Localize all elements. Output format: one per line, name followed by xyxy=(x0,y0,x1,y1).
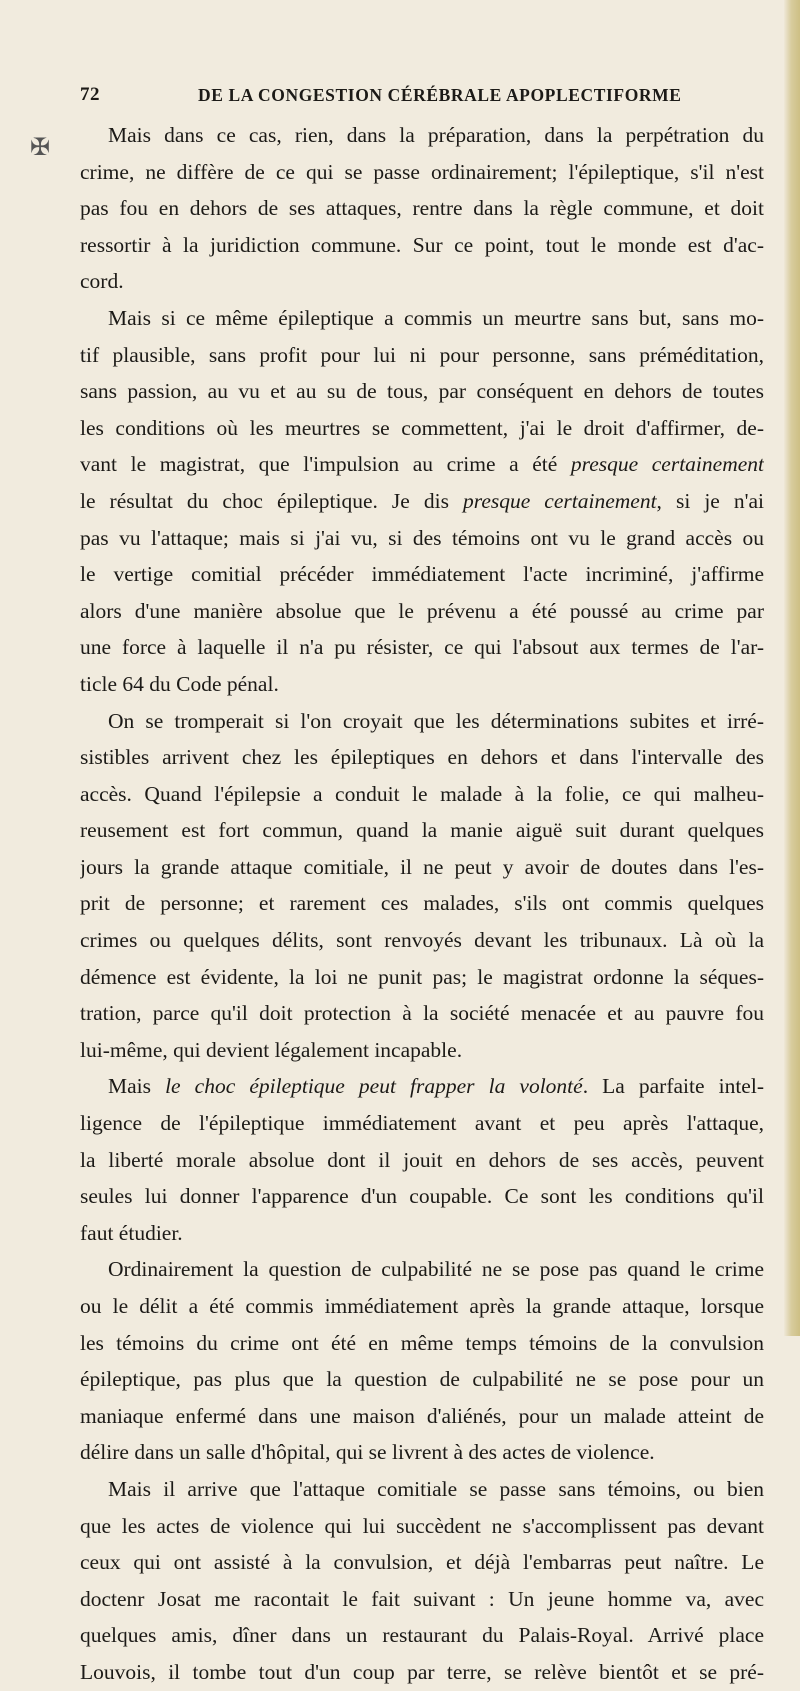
text-line: pas vu l'attaque; mais si j'ai vu, si des témoins ont vu le grand accès ou xyxy=(80,525,764,550)
text-line: les témoins du crime ont été en même temps témoins de la convulsion xyxy=(80,1330,764,1355)
text-line: que les actes de violence qui lui succèdent ne s'accomplissent pas devant xyxy=(80,1513,764,1538)
text-line: crimes ou quelques délits, sont renvoyés devant les tribunaux. Là où la xyxy=(80,928,764,953)
text-line: les conditions où les meurtres se commettent, j'ai le droit d'affirmer, de- xyxy=(80,415,764,440)
text-line: Mais il arrive que l'attaque comitiale se passe sans témoins, ou bien xyxy=(108,1476,764,1501)
text-line: le vertige comitial précéder immédiatement l'acte incriminé, j'affirme xyxy=(80,562,764,587)
italic-emphasis: presque certainement xyxy=(463,488,657,513)
text-line: Louvois, il tombe tout d'un coup par terre, se relève bientôt et se pré- xyxy=(80,1659,764,1684)
body-text xyxy=(80,117,764,1691)
page-number: 72 xyxy=(80,84,100,105)
page-header xyxy=(80,84,762,114)
text-line: pas fou en dehors de ses attaques, rentre dans la règle commune, et doit xyxy=(80,196,764,221)
text-line: vant le magistrat, que l'impulsion au crime a été presque certainement xyxy=(80,452,764,477)
text-line: seules lui donner l'apparence d'un coupable. Ce sont les conditions qu'il xyxy=(80,1184,764,1209)
text-line: quelques amis, dîner dans un restaurant du Palais-Royal. Arrivé place xyxy=(80,1623,764,1648)
italic-emphasis: presque certainement xyxy=(570,452,764,477)
margin-mark: ✠ xyxy=(30,135,51,161)
running-head: DE LA CONGESTION CÉRÉBRALE APOPLECTIFORME xyxy=(198,85,682,105)
text-line: cord. xyxy=(80,269,124,294)
text-line: Mais le choc épileptique peut frapper la volonté. La parfaite intel- xyxy=(108,1074,764,1099)
text-line: le résultat du choc épileptique. Je dis presque certainement, si je n'ai xyxy=(80,488,764,513)
text-line: crime, ne diffère de ce qui se passe ordinairement; l'épileptique, s'il n'est xyxy=(80,159,764,184)
text-line: Mais si ce même épileptique a commis un meurtre sans but, sans mo- xyxy=(108,305,764,330)
text-line: démence est évidente, la loi ne punit pas; le magistrat ordonne la séques- xyxy=(80,964,764,989)
text-line: ceux qui ont assisté à la convulsion, et déjà l'embarras peut naître. Le xyxy=(80,1550,764,1575)
text-line: accès. Quand l'épilepsie a conduit le malade à la folie, ce qui malheu- xyxy=(80,781,764,806)
text-line: sistibles arrivent chez les épileptiques en dehors et dans l'intervalle des xyxy=(80,745,764,770)
text-line: épileptique, pas plus que la question de culpabilité ne se pose pour un xyxy=(80,1367,764,1392)
text-line: sans passion, au vu et au su de tous, par conséquent en dehors de toutes xyxy=(80,379,764,404)
text-line: ligence de l'épileptique immédiatement avant et peu après l'attaque, xyxy=(80,1111,764,1136)
page-edge xyxy=(784,0,800,1336)
text-line: ou le délit a été commis immédiatement après la grande attaque, lorsque xyxy=(80,1294,764,1318)
text-line: reusement est fort commun, quand la manie aiguë suit durant quelques xyxy=(80,818,764,843)
text-line: faut étudier. xyxy=(80,1220,183,1245)
text-line: Ordinairement la question de culpabilité ne se pose pas quand le crime xyxy=(108,1257,764,1282)
text-line: maniaque enfermé dans une maison d'aliénés, pour un malade atteint de xyxy=(80,1403,764,1428)
text-line: tif plausible, sans profit pour lui ni pour personne, sans préméditation, xyxy=(80,342,764,367)
text-line: une force à laquelle il n'a pu résister, ce qui l'absout aux termes de l'ar- xyxy=(80,635,764,660)
text-line: prit de personne; et rarement ces malades, s'ils ont commis quelques xyxy=(80,891,764,916)
text-line: alors d'une manière absolue que le prévenu a été poussé au crime par xyxy=(80,598,764,623)
text-line: On se tromperait si l'on croyait que les déterminations subites et irré- xyxy=(108,708,764,733)
text-line: lui-même, qui devient légalement incapable. xyxy=(80,1037,463,1062)
italic-emphasis: le choc épileptique peut frapper la volonté xyxy=(165,1074,583,1099)
text-line: ressortir à la juridiction commune. Sur ce point, tout le monde est d'ac- xyxy=(80,232,764,257)
text-line: Mais dans ce cas, rien, dans la préparation, dans la perpétration du xyxy=(108,123,764,147)
text-line: jours la grande attaque comitiale, il ne peut y avoir de doutes dans l'es- xyxy=(80,854,764,879)
text-line: doctenr Josat me racontait le fait suivant : Un jeune homme va, avec xyxy=(80,1586,764,1611)
text-line: tration, parce qu'il doit protection à la société menacée et au pauvre fou xyxy=(80,1001,764,1026)
text-line: la liberté morale absolue dont il jouit en dehors de ses accès, peuvent xyxy=(80,1147,764,1172)
text-line: ticle 64 du Code pénal. xyxy=(80,671,279,696)
text-line: délire dans un salle d'hôpital, qui se livrent à des actes de violence. xyxy=(80,1440,655,1465)
